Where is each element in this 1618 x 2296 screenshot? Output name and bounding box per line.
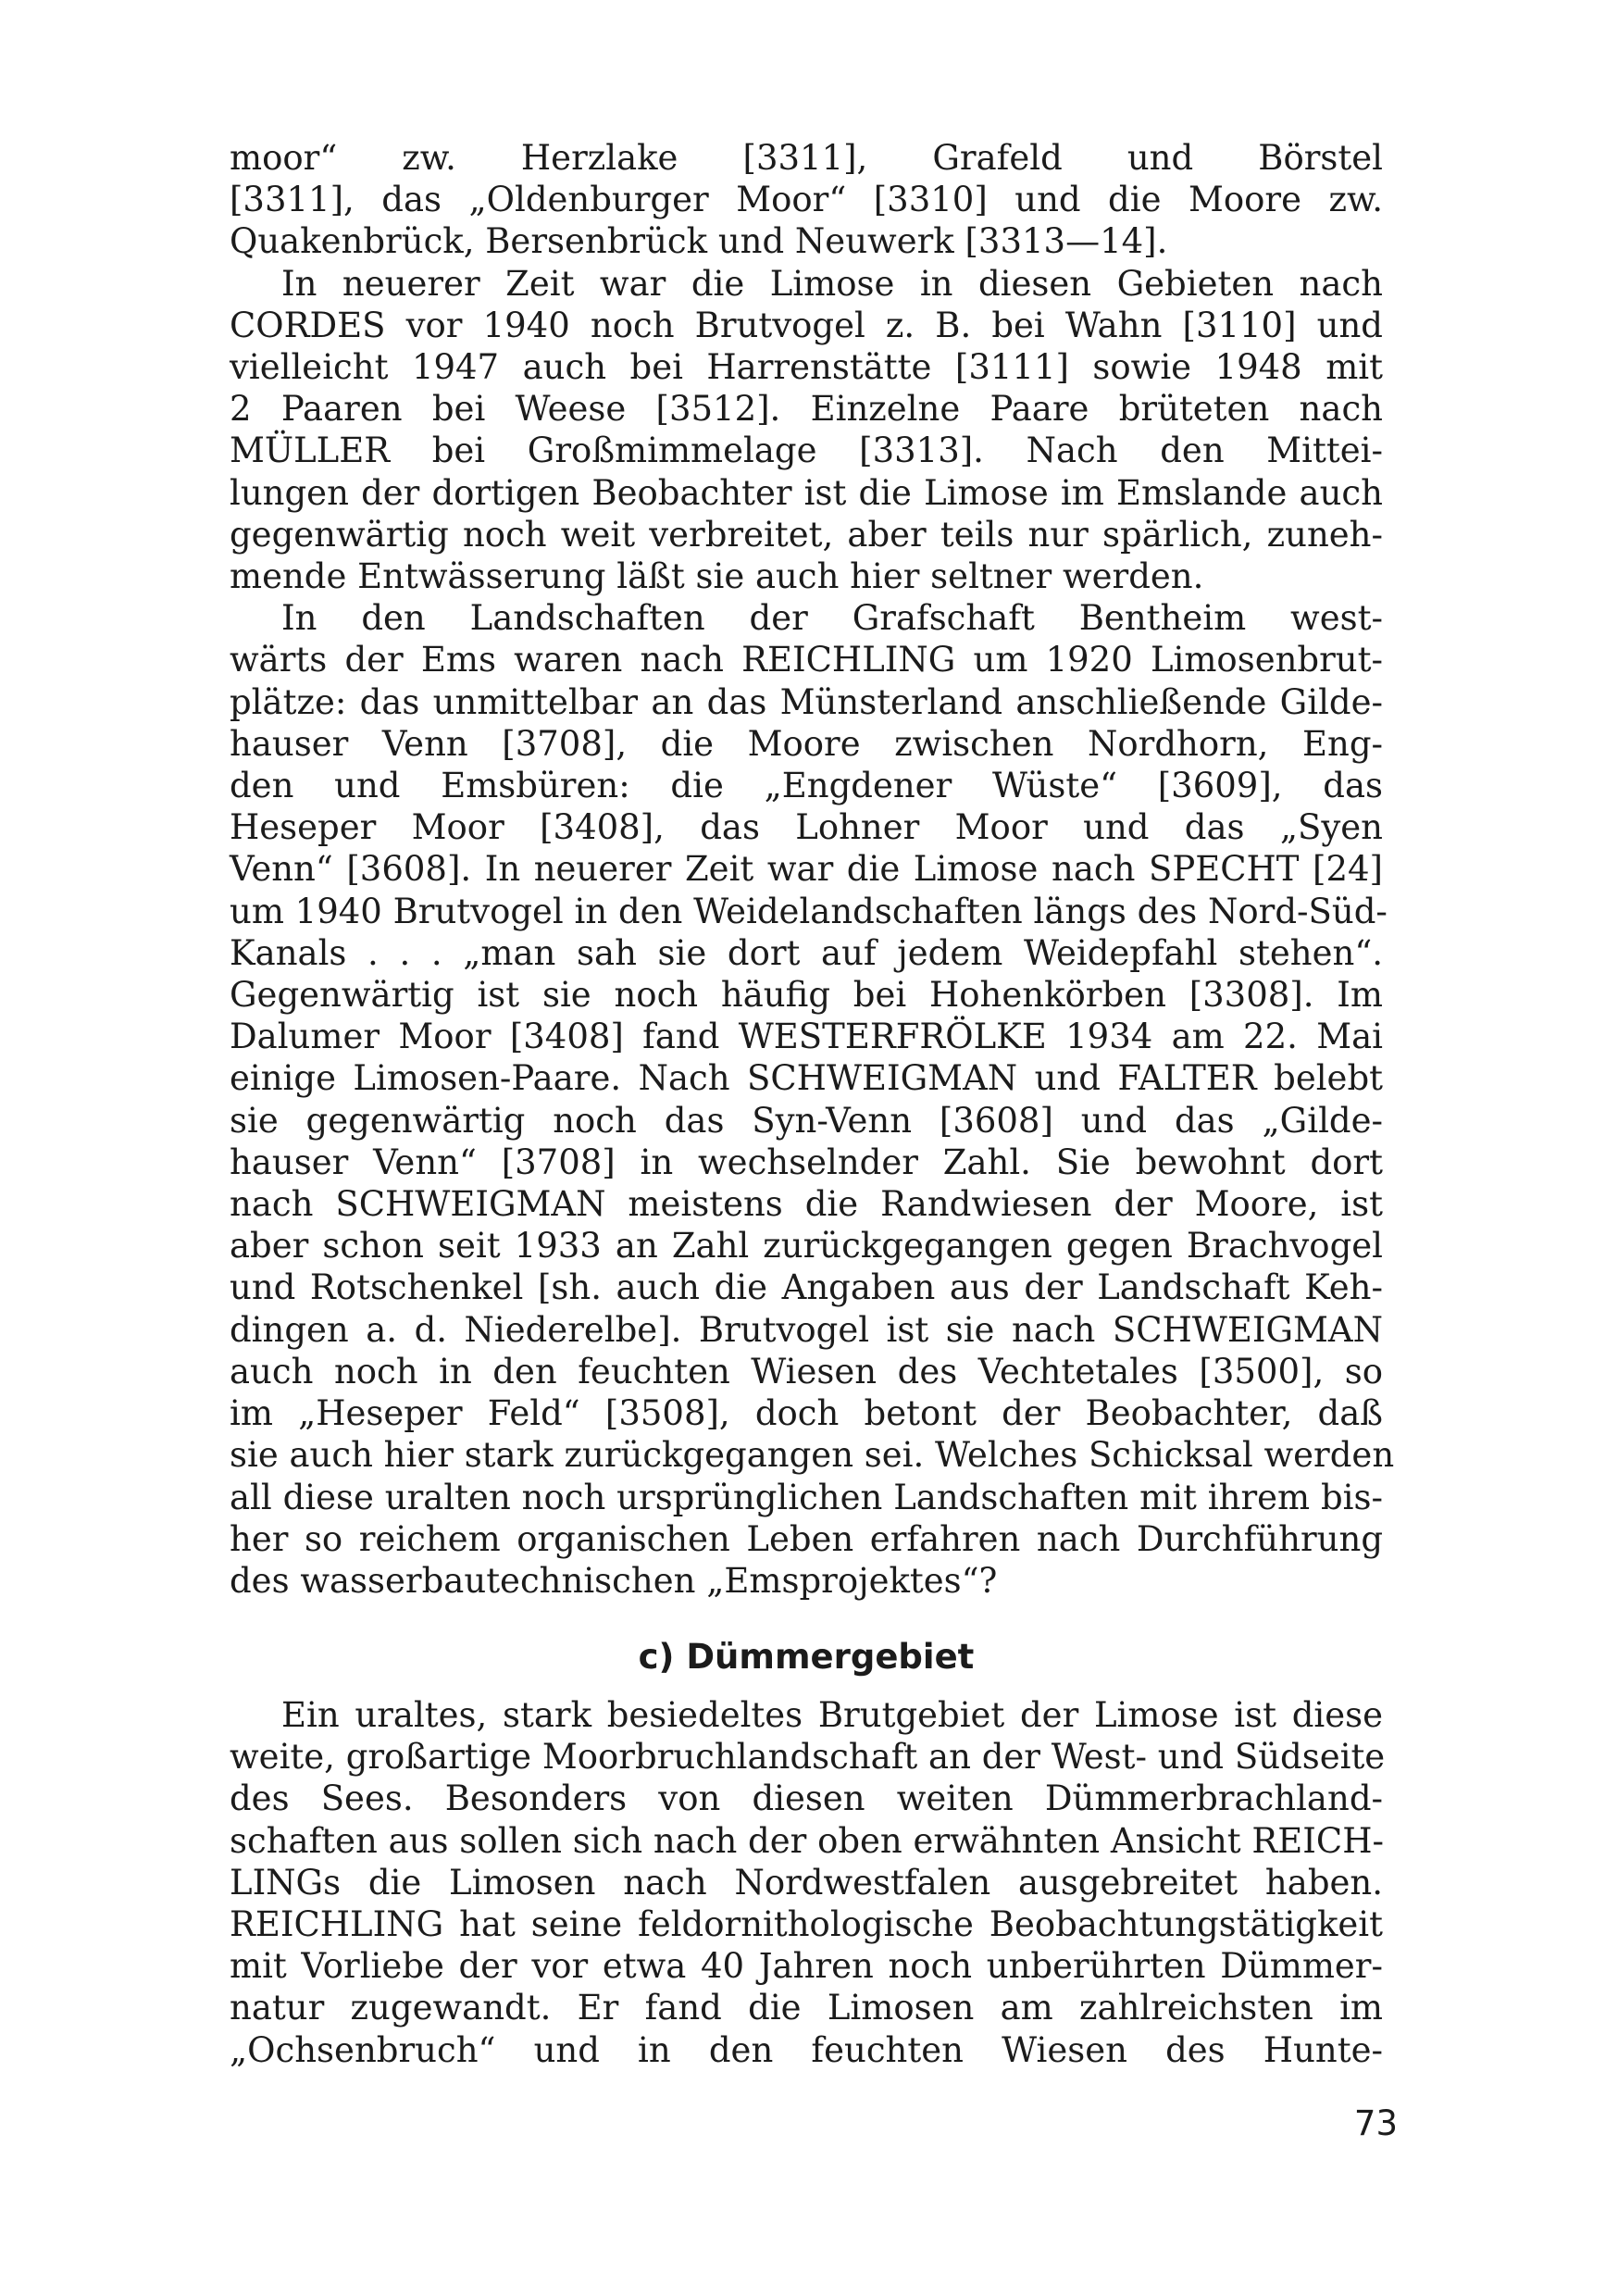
text-line: Venn“ [3608]. In neuerer Zeit war die Limose nach SPECHT [24] bbox=[230, 849, 1383, 890]
body-text-2 bbox=[230, 1694, 1386, 2071]
text-line: sie gegenwärtig noch das Syn-Venn [3608] und das „Gilde- bbox=[230, 1100, 1383, 1141]
text-line: In neuerer Zeit war die Limose in diesen Gebieten nach bbox=[281, 263, 1383, 304]
text-line: um 1940 Brutvogel in den Weidelandschaften längs des Nord-Süd- bbox=[230, 891, 1388, 931]
paragraph-2 bbox=[230, 263, 1383, 598]
text-line: REICHLING hat seine feldornithologische Beobachtungstätigkeit bbox=[230, 1904, 1383, 1945]
text-line: Ein uraltes, stark besiedeltes Brutgebiet der Limose ist diese bbox=[281, 1695, 1383, 1735]
text-line: mit Vorliebe der vor etwa 40 Jahren noch unberührten Dümmer- bbox=[230, 1946, 1383, 1987]
text-line: Heseper Moor [3408], das Lohner Moor und das „Syen bbox=[230, 807, 1383, 848]
text-line: [3311], das „Oldenburger Moor“ [3310] und die Moore zw. bbox=[230, 180, 1383, 220]
text-line: einige Limosen-Paare. Nach SCHWEIGMAN und FALTER belebt bbox=[230, 1058, 1383, 1099]
text-line: dingen a. d. Niederelbe]. Brutvogel ist sie nach SCHWEIGMAN bbox=[230, 1309, 1383, 1350]
text-line: aber schon seit 1933 an Zahl zurückgegangen gegen Brachvogel bbox=[230, 1226, 1383, 1267]
paragraph-1 bbox=[230, 137, 1383, 263]
text-line: weite, großartige Moorbruchlandschaft an der West- und Südseite bbox=[230, 1737, 1386, 1778]
body-text bbox=[230, 137, 1395, 1602]
page-number: 73 bbox=[1353, 2103, 1398, 2143]
text-line: LINGs die Limosen nach Nordwestfalen ausgebreitet haben. bbox=[230, 1862, 1383, 1903]
text-line: mende Entwässerung läßt sie auch hier seltner werden. bbox=[230, 556, 1204, 597]
section-heading: c) Dümmergebiet bbox=[638, 1637, 975, 1677]
text-line: Dalumer Moor [3408] fand WESTERFRÖLKE 1934 am 22. Mai bbox=[230, 1017, 1383, 1057]
text-line: und Rotschenkel [sh. auch die Angaben aus der Landschaft Keh- bbox=[230, 1267, 1383, 1308]
text-line: den und Emsbüren: die „Engdener Wüste“ [3609], das bbox=[230, 766, 1383, 806]
text-line: sie auch hier stark zurückgegangen sei. Welches Schicksal werden bbox=[230, 1435, 1395, 1476]
text-line: des wasserbautechnischen „Emsprojektes“? bbox=[230, 1560, 998, 1601]
text-line: „Ochsenbruch“ und in den feuchten Wiesen des Hunte- bbox=[230, 2029, 1383, 2070]
text-line: Quakenbrück, Bersenbrück und Neuwerk [3313—14]. bbox=[230, 221, 1168, 262]
text-line: 2 Paaren bei Weese [3512]. Einzelne Paare brüteten nach bbox=[230, 389, 1383, 430]
text-line: MÜLLER bei Großmimmelage [3313]. Nach den Mittei- bbox=[230, 430, 1383, 471]
text-line: des Sees. Besonders von diesen weiten Dümmerbrachland- bbox=[230, 1778, 1383, 1819]
text-line: auch noch in den feuchten Wiesen des Vechtetales [3500], so bbox=[230, 1351, 1383, 1391]
text-line: gegenwärtig noch weit verbreitet, aber teils nur spärlich, zuneh- bbox=[230, 514, 1383, 555]
text-line: hauser Venn“ [3708] in wechselnder Zahl. Sie bewohnt dort bbox=[230, 1142, 1383, 1182]
text-line: Kanals . . . „man sah sie dort auf jedem Weidepfahl stehen“. bbox=[230, 932, 1383, 973]
text-line: natur zugewandt. Er fand die Limosen am zahlreichsten im bbox=[230, 1988, 1383, 2028]
text-line: moor“ zw. Herzlake [3311], Grafeld und Börstel bbox=[230, 138, 1383, 178]
paragraph-3 bbox=[230, 597, 1395, 1602]
text-line: schaften aus sollen sich nach der oben erwähnten Ansicht REICH- bbox=[230, 1820, 1384, 1861]
text-line: hauser Venn [3708], die Moore zwischen Nordhorn, Eng- bbox=[230, 723, 1383, 764]
text-line: vielleicht 1947 auch bei Harrenstätte [3111] sowie 1948 mit bbox=[230, 347, 1383, 388]
text-line: In den Landschaften der Grafschaft Bentheim west- bbox=[281, 598, 1383, 639]
text-line: Gegenwärtig ist sie noch häufig bei Hohenkörben [3308]. Im bbox=[230, 975, 1383, 1016]
text-line: her so reichem organischen Leben erfahren nach Durchführung bbox=[230, 1518, 1383, 1559]
text-line: lungen der dortigen Beobachter ist die Limose im Emslande auch bbox=[230, 472, 1383, 513]
text-line: wärts der Ems waren nach REICHLING um 1920 Limosenbrut- bbox=[230, 640, 1383, 680]
text-line: all diese uralten noch ursprünglichen Landschaften mit ihrem bis- bbox=[230, 1477, 1383, 1517]
text-line: im „Heseper Feld“ [3508], doch betont der Beobachter, daß bbox=[230, 1393, 1383, 1434]
text-line: nach SCHWEIGMAN meistens die Randwiesen der Moore, ist bbox=[230, 1184, 1383, 1225]
text-line: plätze: das unmittelbar an das Münsterland anschließende Gilde- bbox=[230, 681, 1383, 722]
paragraph-4 bbox=[230, 1694, 1386, 2071]
text-line: CORDES vor 1940 noch Brutvogel z. B. bei Wahn [3110] und bbox=[230, 305, 1383, 345]
